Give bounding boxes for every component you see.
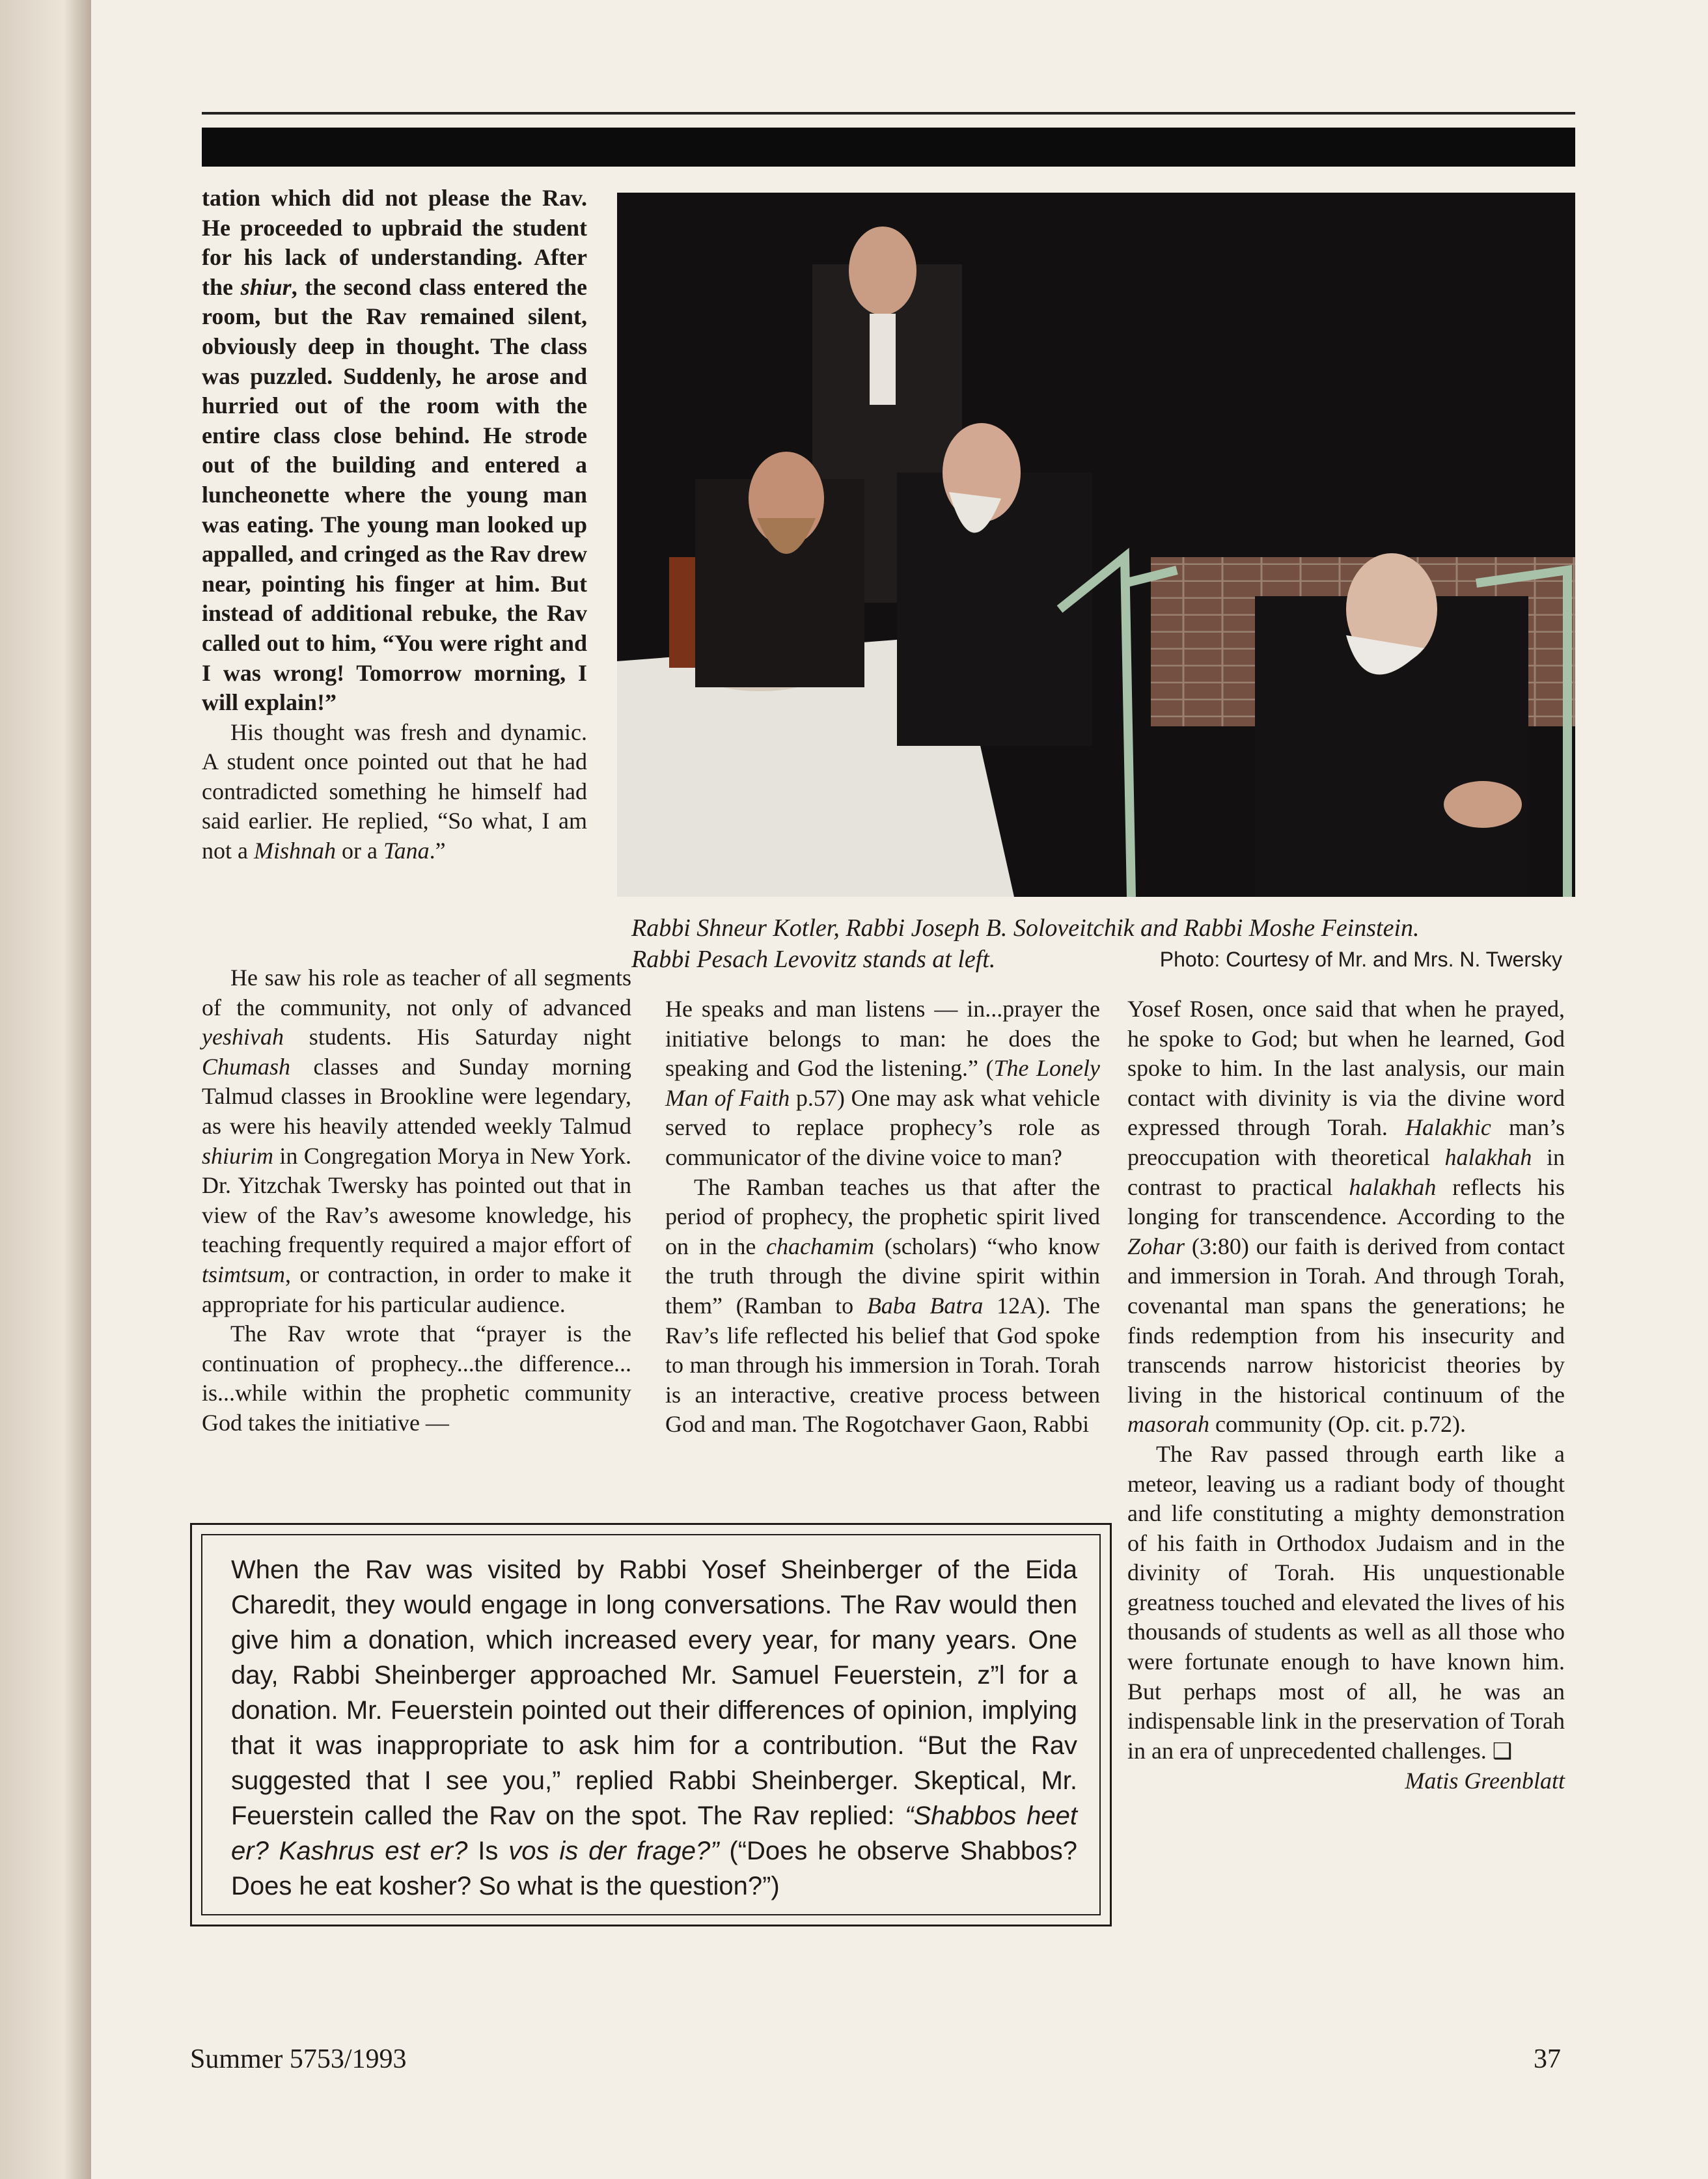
- book-binding: [0, 0, 91, 2179]
- photograph-four-rabbis: [617, 193, 1575, 897]
- column-2-paragraph-2: The Ramban teaches us that after the period of prophecy, the prophetic spirit lived on in the chachamim (scholars) “who know the truth through the divine spirit within them” (Ramban to Baba Batra 12A). The Rav’s life reflected his belief that God spoke to man through his immersion in Torah. Torah is an interactive, creative process between God and man. The Rogotchaver Gaon, Rabbi: [665, 1173, 1100, 1438]
- photo-credit: Photo: Courtesy of Mr. and Mrs. N. Twersky: [1159, 948, 1562, 971]
- page-number: 37: [1534, 2044, 1561, 2074]
- end-mark-icon: ❑: [1492, 1738, 1513, 1764]
- column-3-paragraph-2: The Rav passed through earth like a meteor, leaving us a radiant body of thought and life constituting a mighty demonstration of his faith in Orthodox Judaism and in the divinity of Torah. His unquestionable greatness touched and elevated the lives of his thousands of students as well as all those who were fortunate enough to have known him. But perhaps most of all, he was an indispensable link in the preservation of Torah in an era of unprecedented challenges. ❑ Matis Greenblatt: [1127, 1440, 1565, 1767]
- caption-line-1: Rabbi Shneur Kotler, Rabbi Joseph B. Soloveitchik and Rabbi Moshe Feinstein.: [631, 914, 1420, 942]
- footer-issue: Summer 5753/1993: [190, 2044, 407, 2074]
- column-1-paragraph-3: He saw his role as teacher of all segments of the community, not only of advanced yeshivah students. His Saturday night Chumash classes and Sunday morning Talmud classes in Brookline were legendary, as were his heavily attended weekly Talmud shiurim in Congregation Morya in New York. Dr. Yitzchak Twersky has pointed out that in view of the Rav’s awesome knowledge, his teaching frequently required a major effort of tsimtsum, or contraction, in order to make it appropriate for his particular audience.: [202, 965, 631, 1317]
- column-3-paragraph-1: Yosef Rosen, once said that when he prayed, he spoke to God; but when he learned, God spoke to him. In the last analysis, our main contact with divinity is via the divine word expressed through Torah. Halakhic man’s preoccupation with theoretical halakhah in contrast to practical halakhah reflects his longing for transcendence. According to the Zohar (3:80) our faith is derived from contact and immersion in Torah. And through Torah, covenantal man spans the generations; he finds redemption from his insecurity and transcends narrow historicist theories by living in the historical continuum of the masorah community (Op. cit. p.72).: [1127, 996, 1565, 1438]
- column-1-paragraph-2: His thought was fresh and dynamic. A student once pointed out that he had contradicted something he himself had said earlier. He replied, “So what, I am not a Mishnah or a Tana.”: [202, 719, 587, 864]
- column-1-paragraph-4: The Rav wrote that “prayer is the continuation of prophecy...the difference... is...while within the prophetic community God takes the initiative —: [202, 1321, 631, 1436]
- photo-caption: [631, 912, 1562, 975]
- column-2: [665, 994, 1100, 1440]
- header-rule: [202, 112, 1575, 115]
- caption-line-2: Rabbi Pesach Levovitz stands at left. Photo: Courtesy of Mr. and Mrs. N. Twersky: [631, 944, 1562, 975]
- column-1: [202, 184, 587, 866]
- author-signature: Matis Greenblatt: [1405, 1768, 1565, 1794]
- column-2-paragraph-1: He speaks and man listens — in...prayer the initiative belongs to man: he does the speaking and God the listening.” (The Lonely Man of Faith p.57) One may ask what vehicle served to replace prophecy’s role as communicator of the divine voice to man?: [665, 996, 1101, 1170]
- column-1-bold-paragraph: tation which did not please the Rav. He proceeded to upbraid the student for his lack of understanding. After the shiur, the second class entered the room, but the Rav remained silent, obviously deep in thought. The class was puzzled. Suddenly, he arose and hurried out of the room with the entire class close behind. He strode out of the building and entered a luncheonette where the young man was eating. The young man looked up appalled, and cringed as the Rav drew near, pointing his finger at him. But instead of additional rebuke, the Rav called out to him, “You were right and I was wrong! Tomorrow morning, I will explain!”: [202, 185, 588, 716]
- anecdote-box: [190, 1523, 1112, 1926]
- anecdote-box-text: When the Rav was visited by Rabbi Yosef Sheinberger of the Eida Charedit, they would engage in long conversations. The Rav would then give him a donation, which increased every year, for many years. One day, Rabbi Sheinberger approached Mr. Samuel Feuerstein, z”l for a donation. Mr. Feuerstein pointed out their differences of opinion, implying that it was inappropriate to ask him for a contribution. “But the Rav suggested that I see you,” replied Rabbi Sheinberger. Skeptical, Mr. Feuerstein called the Rav on the spot. The Rav replied: “Shabbos heet er? Kashrus est er? Is vos is der frage?” (“Does he observe Shabbos? Does he eat kosher? So what is the question?”): [201, 1534, 1101, 1915]
- column-1-lower: [202, 963, 631, 1438]
- column-3: [1127, 994, 1565, 1796]
- header-black-bar: [202, 128, 1575, 167]
